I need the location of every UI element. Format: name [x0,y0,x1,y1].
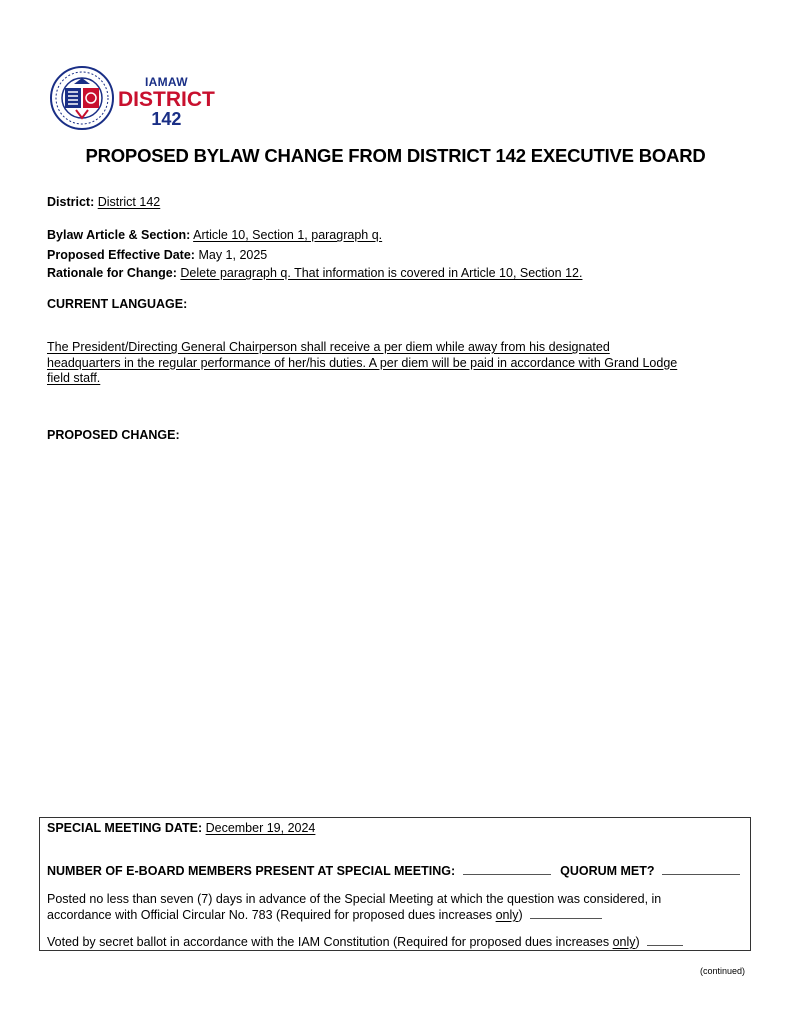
logo-number: 142 [151,109,182,129]
meeting-date-label: SPECIAL MEETING DATE: [47,821,203,835]
district-label: District: [47,195,95,209]
rationale-field [47,266,582,280]
rationale-value: Delete paragraph q. That information is covered in Article 10, Section 12. [180,266,583,280]
voted-line [47,935,683,949]
proposed-change-heading: PROPOSED CHANGE: [47,428,180,442]
quorum-label: QUORUM MET? [560,864,655,878]
posted-close: ) [518,908,523,922]
posted-line-1: Posted no less than seven (7) days in advance of the Special Meeting at which the question was considered, in [47,892,662,906]
voted-text: Voted by secret ballot in accordance with the IAM Constitution (Required for proposed dues increases [47,935,613,949]
current-language-text [47,340,747,387]
effective-date-value: May 1, 2025 [198,248,268,262]
continued-note: (continued) [699,966,745,976]
special-meeting-box [39,817,751,951]
current-language-line: field staff. [47,371,101,385]
logo-iamaw: IAMAW [145,75,188,89]
voted-blank[interactable] [647,935,683,946]
article-label: Bylaw Article & Section: [47,228,191,242]
district-field [47,195,160,209]
rationale-label: Rationale for Change: [47,266,177,280]
district-logo [50,64,220,132]
posted-line-2 [47,908,602,922]
meeting-date-value: December 19, 2024 [205,821,316,835]
effective-date-label: Proposed Effective Date: [47,248,195,262]
logo-district: DISTRICT [118,88,215,111]
posted-text: accordance with Official Circular No. 783 (Required for proposed dues increases [47,908,496,922]
page-title: PROPOSED BYLAW CHANGE FROM DISTRICT 142 EXECUTIVE BOARD [85,145,706,166]
iam-seal-icon [50,66,114,130]
posted-only: only [495,908,519,922]
members-present-label: NUMBER OF E-BOARD MEMBERS PRESENT AT SPECIAL MEETING: [47,864,456,878]
district-value: District 142 [97,195,161,209]
quorum-blank[interactable] [662,864,740,875]
voted-close: ) [635,935,640,949]
meeting-date-row [47,821,315,835]
voted-only: only [612,935,636,949]
members-present-blank[interactable] [463,864,551,875]
posted-blank[interactable] [530,908,602,919]
article-value: Article 10, Section 1, paragraph q. [193,228,383,242]
current-language-heading: CURRENT LANGUAGE: [47,297,188,311]
current-language-line: The President/Directing General Chairperson shall receive a per diem while away from his designated [47,340,610,354]
members-row [47,864,740,878]
current-language-line: headquarters in the regular performance of her/his duties. A per diem will be paid in accordance with Grand Lodge [47,355,678,370]
logo-wordmark [118,76,215,128]
effective-date-field [47,248,267,262]
article-field [47,228,382,242]
